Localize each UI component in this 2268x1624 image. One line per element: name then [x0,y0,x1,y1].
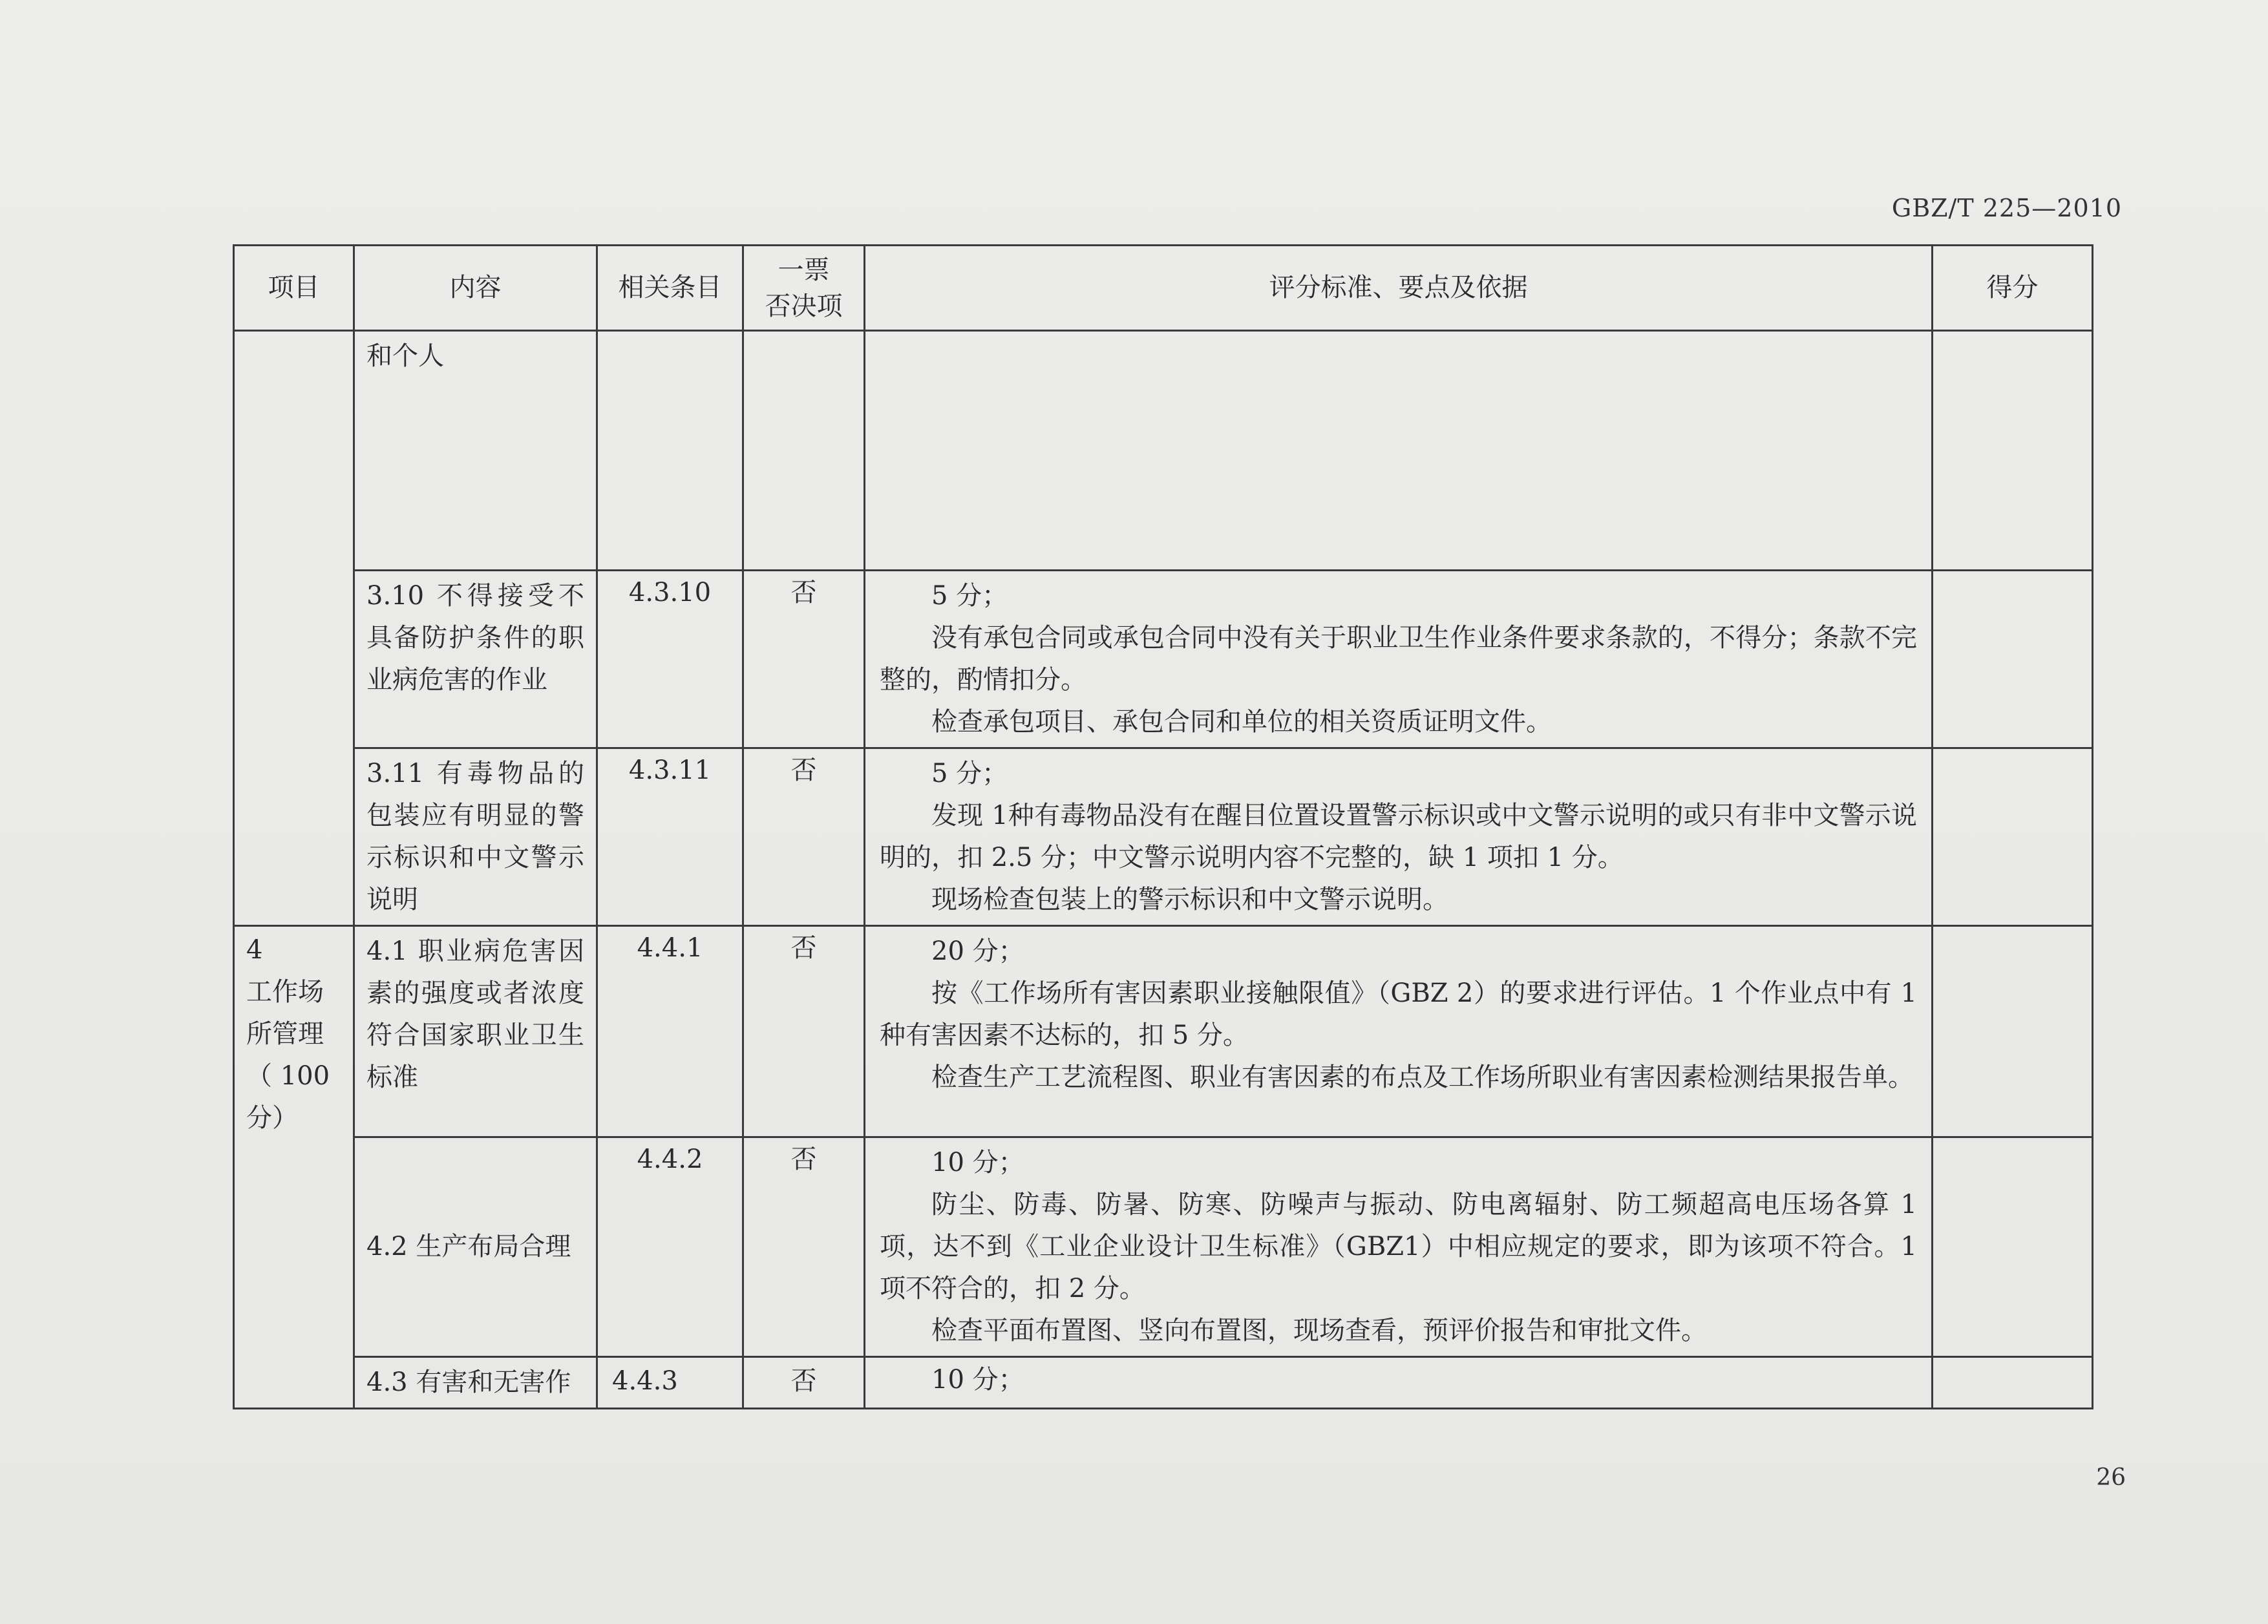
criteria-rule: 没有承包合同或承包合同中没有关于职业卫生作业条件要求条款的，不得分；条款不完整的，酌情扣分。 [880,623,1917,695]
table-row [234,1137,2093,1357]
clause-cell [597,331,743,571]
item-line: 4 [246,935,263,965]
clause-cell: 4.3.11 [597,748,743,926]
item-line: 所管理 [246,1019,324,1049]
header-content: 内容 [354,246,597,331]
veto-cell: 否 [743,1137,865,1357]
header-criteria: 评分标准、要点及依据 [865,246,1933,331]
content-cell: 3.10 不得接受不具备防护条件的职业病危害的作业 [354,571,597,748]
header-veto-line2: 否决项 [765,291,843,321]
score-cell [1933,1137,2093,1357]
clause-cell: 4.4.1 [597,926,743,1137]
criteria-basis: 检查承包项目、承包合同和单位的相关资质证明文件。 [931,707,1552,737]
content-cell: 4.2 生产布局合理 [354,1137,597,1357]
criteria-cell [865,331,1933,571]
criteria-cell [865,1357,1933,1409]
clause-cell: 4.4.3 [597,1357,743,1409]
score-cell [1933,1357,2093,1409]
table-header-row [234,246,2093,331]
criteria-basis: 检查生产工艺流程图、职业有害因素的布点及工作场所职业有害因素检测结果报告单。 [931,1062,1914,1092]
item-line: （ 100 [246,1061,330,1091]
table-row [234,926,2093,1137]
evaluation-table [233,244,2093,1409]
veto-cell: 否 [743,571,865,748]
veto-cell: 否 [743,748,865,926]
criteria-points: 10 分； [931,1365,1024,1395]
veto-cell [743,331,865,571]
table-row [234,748,2093,926]
table-row [234,331,2093,571]
criteria-rule: 发现 1种有毒物品没有在醒目位置设置警示标识或中文警示说明的或只有非中文警示说明的，扣 2.5 分；中文警示说明内容不完整的，缺 1 项扣 1 分。 [880,801,1917,872]
veto-cell: 否 [743,1357,865,1409]
item-line: 分） [246,1103,298,1133]
veto-cell: 否 [743,926,865,1137]
header-veto [743,246,865,331]
header-item: 项目 [234,246,354,331]
content-cell: 4.3 有害和无害作 [354,1357,597,1409]
criteria-points: 5 分； [931,759,1008,788]
item-cell-4 [234,926,354,1409]
item-line: 工作场 [246,977,324,1007]
score-cell [1933,331,2093,571]
header-clause: 相关条目 [597,246,743,331]
clause-cell: 4.4.2 [597,1137,743,1357]
criteria-cell [865,571,1933,748]
criteria-cell [865,1137,1933,1357]
header-score: 得分 [1933,246,2093,331]
criteria-points: 10 分； [931,1148,1024,1177]
item-cell-3 [234,331,354,926]
score-cell [1933,571,2093,748]
criteria-rule: 防尘、防毒、防暑、防寒、防噪声与振动、防电离辐射、防工频超高电压场各算 1 项，达不到《工业企业设计卫生标准》（GBZ1）中相应规定的要求，即为该项不符合。1 项不符合的，扣 2 分。 [880,1190,1917,1303]
clause-cell: 4.3.10 [597,571,743,748]
criteria-basis: 检查平面布置图、竖向布置图，现场查看，预评价报告和审批文件。 [931,1316,1707,1345]
score-cell [1933,748,2093,926]
content-cell: 4.1 职业病危害因素的强度或者浓度符合国家职业卫生标准 [354,926,597,1137]
content-cell: 和个人 [354,331,597,571]
page-number: 26 [2096,1464,2126,1491]
criteria-rule: 按《工作场所有害因素职业接触限值》（GBZ 2）的要求进行评估。1 个作业点中有 1 种有害因素不达标的，扣 5 分。 [880,978,1917,1050]
table-row [234,1357,2093,1409]
criteria-cell [865,926,1933,1137]
criteria-basis: 现场检查包装上的警示标识和中文警示说明。 [931,885,1448,914]
header-veto-line1: 一票 [778,255,830,285]
criteria-points: 5 分； [931,581,1008,611]
document-code: GBZ/T 225—2010 [1891,194,2122,222]
criteria-points: 20 分； [931,936,1024,966]
score-cell [1933,926,2093,1137]
criteria-cell [865,748,1933,926]
content-cell: 3.11 有毒物品的包装应有明显的警示标识和中文警示说明 [354,748,597,926]
table-row [234,571,2093,748]
